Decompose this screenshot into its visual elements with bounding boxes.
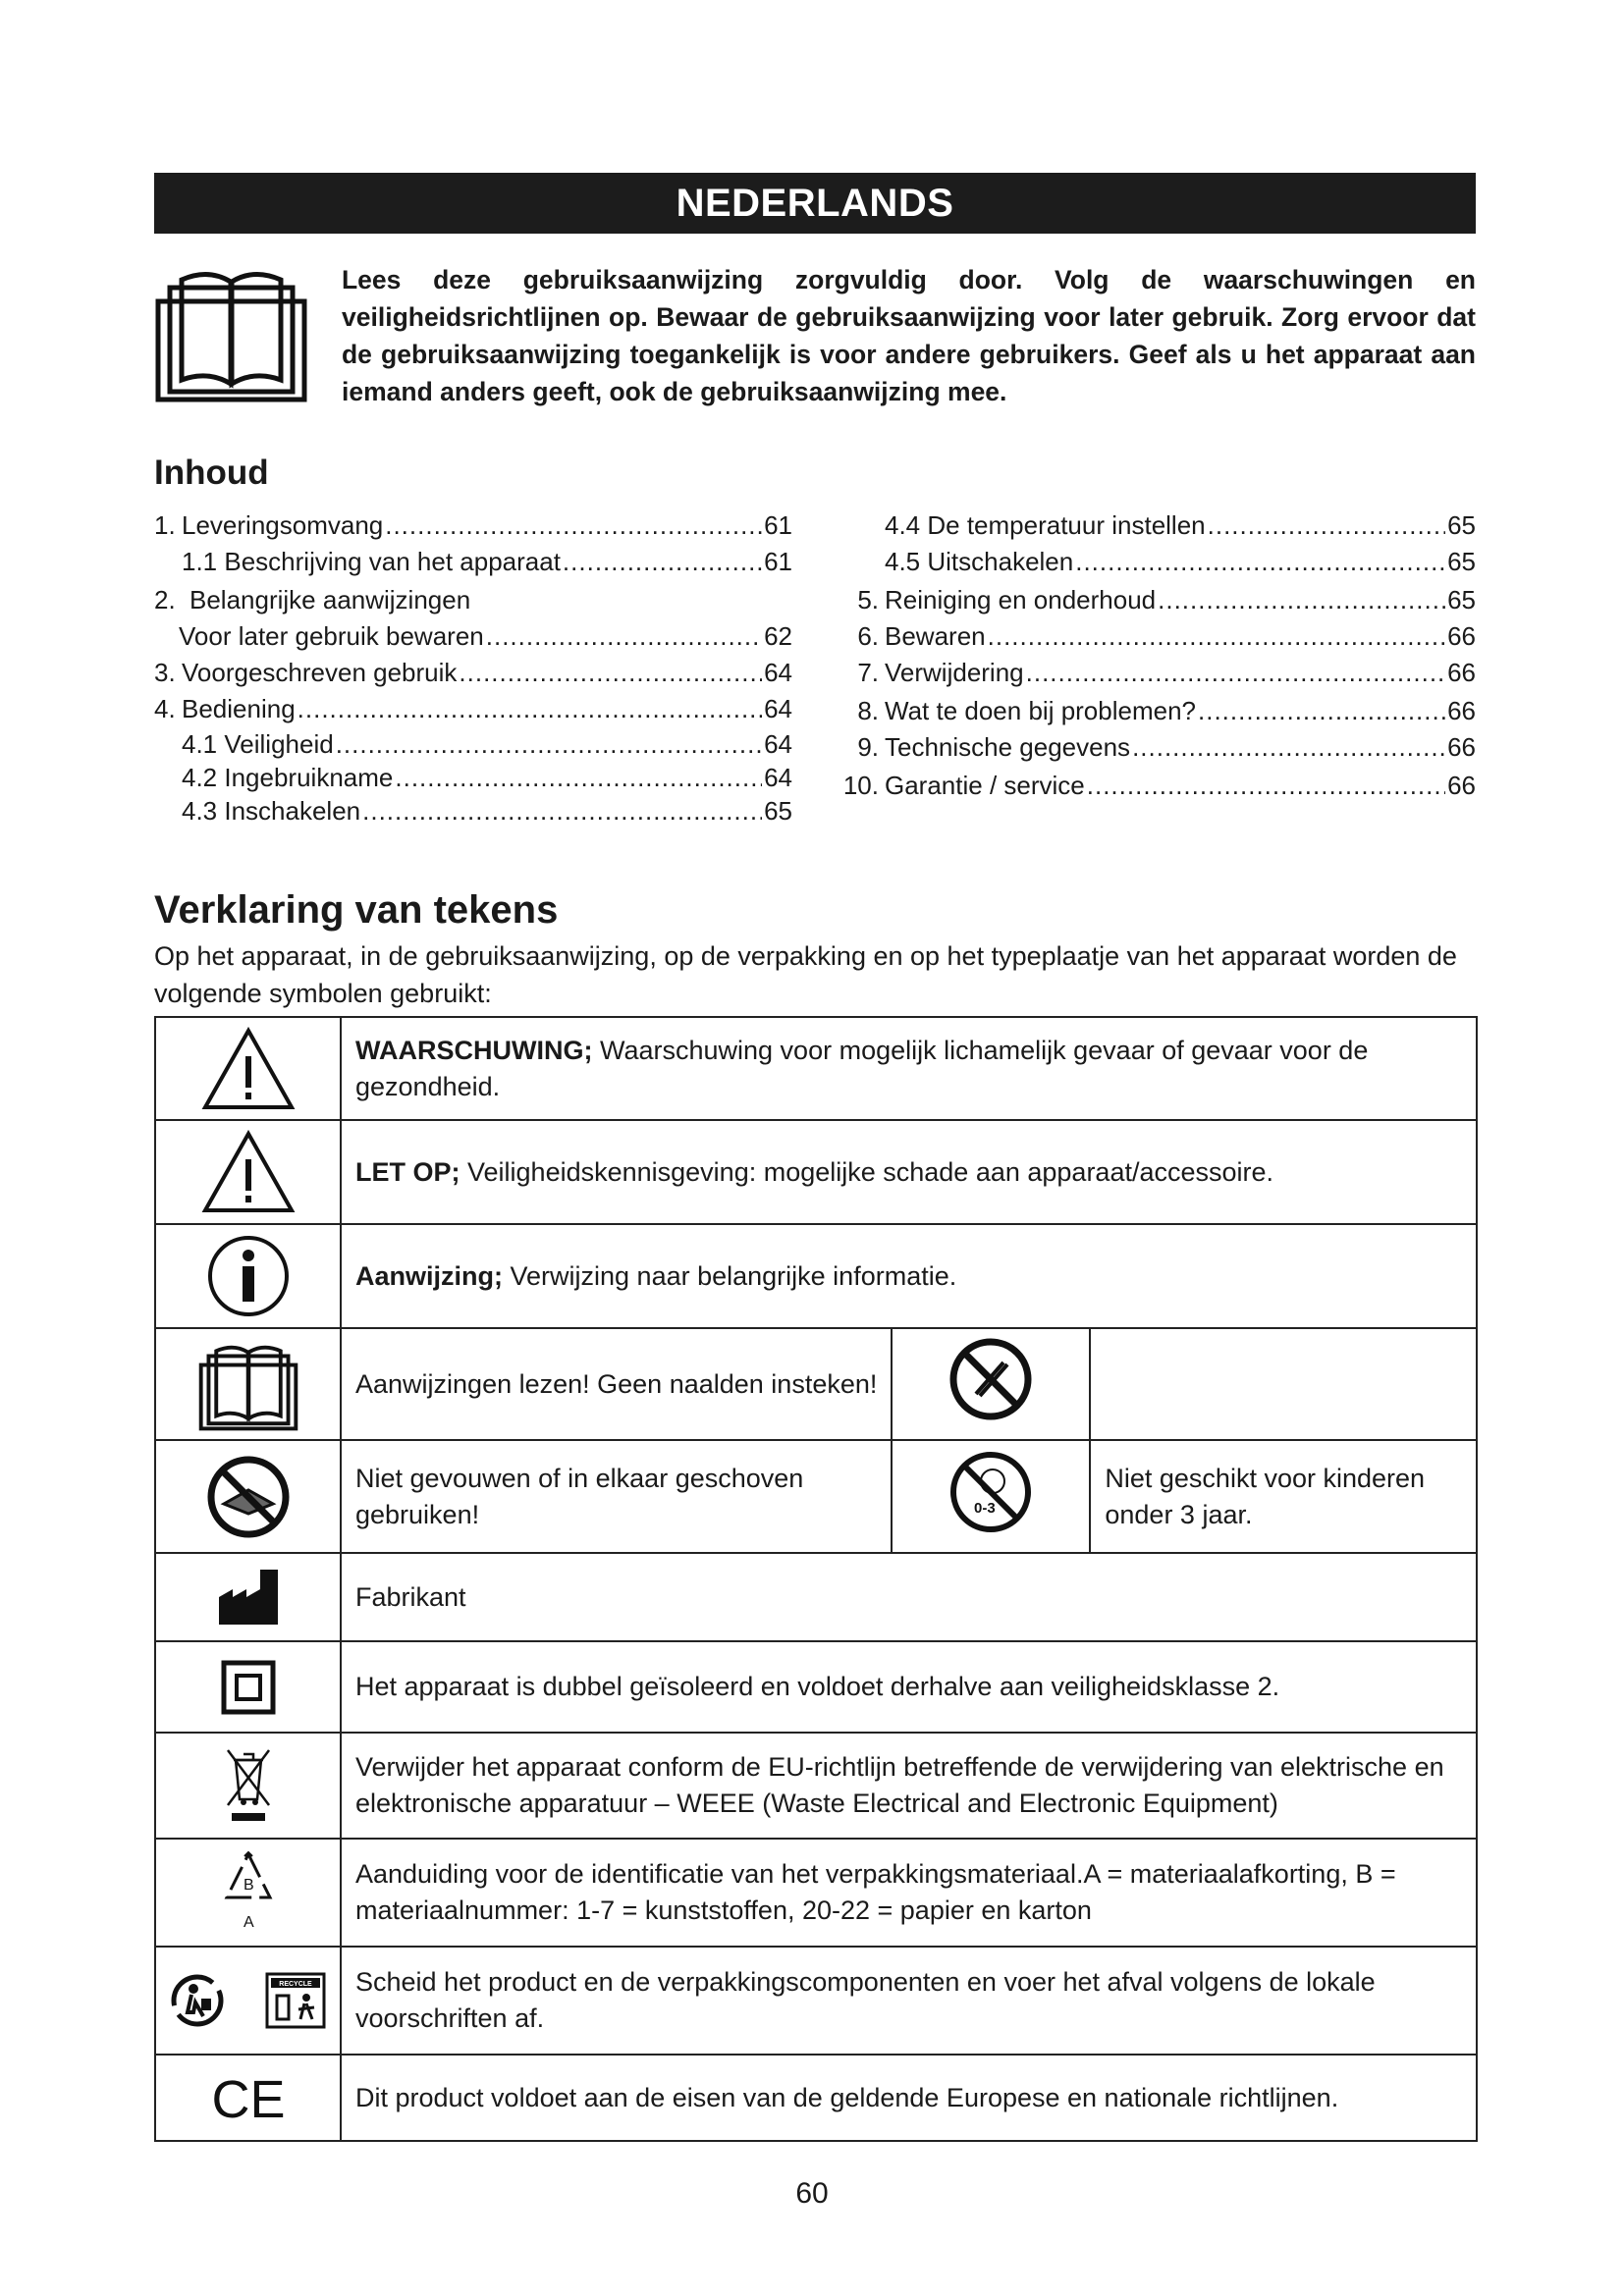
toc-item: 2. Belangrijke aanwijzingen <box>154 585 471 614</box>
symbols-heading: Verklaring van tekens <box>154 888 559 932</box>
toc-item: 4.4 De temperatuur instellen ..... 65 <box>838 507 1476 544</box>
caution-label: LET OP; <box>355 1156 460 1187</box>
table-row <box>155 1641 1477 1733</box>
table-row <box>155 1440 1477 1553</box>
toc-right-column <box>838 507 1476 804</box>
toc-item: Voor later gebruik bewaren ..... 62 <box>154 618 792 655</box>
table-row <box>155 1839 1477 1947</box>
manufacturer-text: Fabrikant <box>355 1581 466 1612</box>
no-folding-icon <box>204 1453 293 1541</box>
manufacturer-factory-icon <box>217 1568 280 1627</box>
toc-item: 3. Voorgeschreven gebruik ..... 64 <box>154 655 792 691</box>
weee-crossed-bin-icon <box>224 1746 273 1825</box>
not-for-children-icon <box>947 1448 1035 1536</box>
toc-item: 8. Wat te doen bij problemen? ..... 66 <box>838 693 1476 729</box>
ce-mark-icon <box>209 2070 288 2125</box>
table-row <box>155 1328 1477 1440</box>
recycle-badge: RECYCLE <box>279 1981 312 1988</box>
read-instructions-text: Aanwijzingen lezen! Geen naalden insteken! <box>355 1368 878 1399</box>
class2-text: Het apparaat is dubbel geïsoleerd en voldoet derhalve aan veiligheidsklasse 2. <box>355 1672 1280 1701</box>
toc-item: 4.5 Uitschakelen ..... 65 <box>838 544 1476 580</box>
caution-text: Veiligheidskennisgeving: mogelijke schade aan apparaat/accessoire. <box>460 1156 1274 1187</box>
read-manual-book-icon <box>194 1337 302 1431</box>
toc-item: 5. Reiniging en onderhoud ..... 65 <box>838 582 1476 618</box>
recycle-bin-icon <box>265 1972 326 2029</box>
ce-text: Dit product voldoet aan de eisen van de geldende Europese en nationale richtlijnen. <box>355 2082 1339 2112</box>
toc-item: 9. Technische gegevens ..... 66 <box>838 729 1476 766</box>
table-row <box>155 1733 1477 1839</box>
table-row <box>155 1224 1477 1328</box>
table-row <box>155 2055 1477 2141</box>
ce-mark-text: CE <box>210 2070 286 2125</box>
no-folding-text: Niet gevouwen of in elkaar geschoven gebruiken! <box>355 1463 804 1529</box>
toc-item: 7. Verwijdering ..... 66 <box>838 655 1476 691</box>
caution-triangle-icon <box>201 1130 296 1214</box>
toc-item: 10. Garantie / service ..... 66 <box>838 768 1476 804</box>
symbols-table <box>154 1016 1478 2142</box>
toc-item: 1. Leveringsomvang ..... 61 <box>154 507 792 544</box>
toc-item: 6. Bewaren ..... 66 <box>838 618 1476 655</box>
weee-text: Verwijder het apparaat conform de EU-richtlijn betreffende de verwijdering van elektrische en elektronische apparatuur – WEEE (Waste Electrical and Electronic Equipment) <box>355 1752 1444 1818</box>
page-number: 60 <box>795 2177 829 2210</box>
toc-item: 4.3 Inschakelen ..... 65 <box>154 794 792 828</box>
table-row <box>155 1553 1477 1641</box>
warning-text: Waarschuwing voor mogelijk lichamelijk gevaar of gevaar voor de gezondheid. <box>355 1035 1369 1101</box>
no-needle-icon <box>947 1335 1035 1423</box>
packaging-text: Aanduiding voor de identificatie van het verpakkingsmateriaal.A = materiaalafkorting, B = materiaalnummer: 1-7 = kunststoffen, 20-22 = papier en karton <box>355 1859 1396 1925</box>
table-row <box>155 1120 1477 1224</box>
table-row <box>155 1017 1477 1120</box>
symbols-lead: Op het apparaat, in de gebruiksaanwijzing, op de verpakking en op het typeplaatje van het apparaat worden de volgende symbolen gebruikt: <box>154 941 1457 1008</box>
recycle-text: Scheid het product en de verpakkingscomponenten en voer het afval volgens de lokale voorschriften af. <box>355 1967 1376 2033</box>
age-badge: 0-3 <box>974 1499 997 1517</box>
open-book-icon <box>154 258 308 403</box>
intro-paragraph: Lees deze gebruiksaanwijzing zorgvuldig door. Volg de waarschuwingen en veiligheidsrichtlijnen op. Bewaar de gebruiksaanwijzing voor later gebruik. Zorg ervoor dat de gebruiksaanwijzing toegankelijk is voor andere gebruikers. Geef als u het apparaat aan iemand anders geeft, ook de gebruiksaanwijzing mee. <box>342 265 1476 406</box>
toc-item: 4.2 Ingebruikname ..... 64 <box>154 761 792 794</box>
double-insulated-icon <box>221 1660 276 1715</box>
material-number-badge: B <box>243 1877 254 1894</box>
table-row <box>155 1947 1477 2055</box>
tidyman-disposal-icon <box>170 1973 225 2028</box>
not-for-children-text: Niet geschikt voor kinderen onder 3 jaar. <box>1105 1463 1426 1529</box>
toc-item: 4.1 Veiligheid ..... 64 <box>154 727 792 761</box>
toc-left-column <box>154 507 792 828</box>
warning-label: WAARSCHUWING; <box>355 1035 593 1065</box>
language-title: NEDERLANDS <box>676 181 954 225</box>
warning-triangle-icon <box>201 1027 296 1111</box>
language-banner <box>154 173 1476 234</box>
toc-item: 1.1 Beschrijving van het apparaat ..... 61 <box>154 544 792 580</box>
toc-item: 4. Bediening ..... 64 <box>154 691 792 727</box>
note-label: Aanwijzing; <box>355 1260 503 1291</box>
packaging-recycle-code-icon <box>219 1848 278 1937</box>
info-icon <box>206 1234 291 1318</box>
material-abbrev-badge: A <box>243 1914 254 1931</box>
note-text: Verwijzing naar belangrijke informatie. <box>503 1260 957 1291</box>
toc-title: Inhoud <box>154 454 269 492</box>
